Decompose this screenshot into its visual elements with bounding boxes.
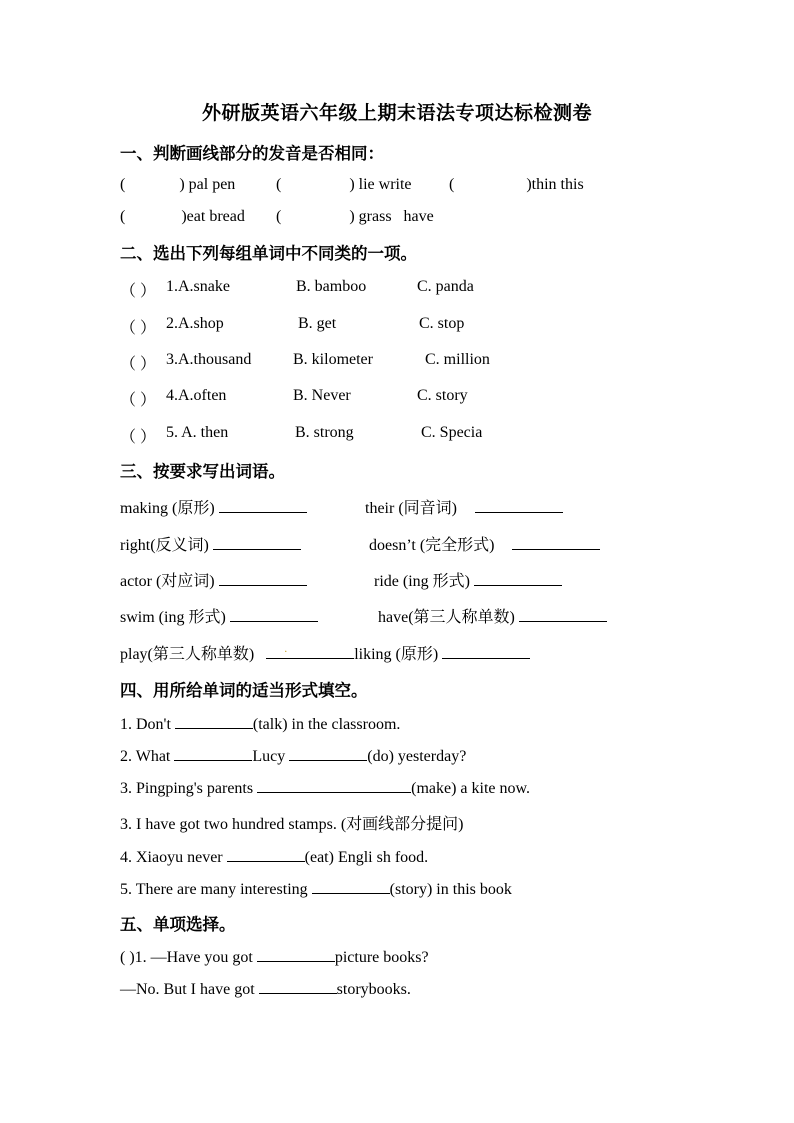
option-b: B. bamboo <box>296 278 367 295</box>
s2-item-5 <box>120 424 156 447</box>
s3-item <box>369 532 600 555</box>
paren-close: ) <box>349 208 355 225</box>
s2-item-4 <box>120 387 156 410</box>
answer-blank[interactable] <box>512 534 600 550</box>
word: write <box>378 176 412 193</box>
s2-item-3 <box>120 351 156 374</box>
sentence-text: 1. Don't <box>120 716 175 733</box>
section-1-heading: 一、判断画线部分的发音是否相同： <box>120 144 384 163</box>
s1-item-3 <box>449 176 584 194</box>
answer-blank[interactable] <box>213 534 301 550</box>
prompt: right(反义词) <box>120 537 209 554</box>
option-a: 5. A. then <box>166 424 229 441</box>
mark-dot: . <box>284 641 288 655</box>
option-b: B. kilometer <box>293 351 373 368</box>
page-title: 外研版英语六年级上期末语法专项达标检测卷 <box>201 103 592 124</box>
answer-bracket: （ ） <box>120 429 157 446</box>
sentence-text: 4. Xiaoyu never <box>120 849 227 866</box>
paren-open: ( <box>120 208 126 225</box>
option-b: B. strong <box>295 424 354 441</box>
sentence-text: (story) in this book <box>389 881 512 898</box>
section-2-heading: 二、选出下列每组单词中不同类的一项。 <box>120 244 417 263</box>
option-c: C. Specia <box>421 424 483 441</box>
prompt: have(第三人称单数) <box>378 609 515 626</box>
prompt: doesn’t (完全形式) <box>369 537 495 554</box>
option-b: B. get <box>298 315 337 332</box>
s2-item-2 <box>120 315 156 338</box>
s4-item-4: 3. I have got two hundred stamps. (对画线部分提问) <box>120 816 464 833</box>
sentence-text: Lucy <box>252 748 290 765</box>
s1-item-1 <box>120 176 235 194</box>
answer-blank[interactable] <box>257 946 335 962</box>
word: have <box>403 208 434 225</box>
paren-open: ( <box>449 176 455 193</box>
option-a: 2.A.shop <box>166 315 224 332</box>
answer-blank[interactable] <box>174 745 252 761</box>
paren-open: ( <box>276 208 282 225</box>
paren-close: ) <box>179 176 185 193</box>
prompt: liking (原形) <box>354 646 439 663</box>
answer-blank[interactable] <box>227 846 305 862</box>
prompt: making (原形) <box>120 500 215 517</box>
option-b: B. Never <box>293 387 351 404</box>
option-a: 4.A.often <box>166 387 227 404</box>
prompt: their (同音词) <box>365 500 457 517</box>
answer-blank[interactable] <box>219 497 307 513</box>
s4-item-5 <box>120 846 428 867</box>
answer-blank[interactable] <box>257 777 411 793</box>
word: this <box>560 176 584 193</box>
answer-blank[interactable] <box>230 606 318 622</box>
s3-item <box>120 604 318 627</box>
paren-open: ( <box>276 176 282 193</box>
answer-blank[interactable] <box>519 606 607 622</box>
answer-bracket: （ ） <box>120 356 157 373</box>
section-4-heading: 四、用所给单词的适当形式填空。 <box>120 681 368 700</box>
word: grass <box>358 208 392 225</box>
prompt: play(第三人称单数) <box>120 646 255 663</box>
prompt: ride (ing 形式) <box>374 573 470 590</box>
word: eat <box>186 208 206 225</box>
s1-item-2 <box>276 176 412 194</box>
s3-item <box>374 568 562 591</box>
s4-item-1 <box>120 713 400 734</box>
word: lie <box>358 176 375 193</box>
sentence-text: 3. Pingping's parents <box>120 780 258 797</box>
sentence-text: (do) yesterday? <box>367 748 467 765</box>
option-a: 1.A.snake <box>166 278 230 295</box>
s2-item-1 <box>120 278 156 301</box>
answer-blank[interactable] <box>219 570 307 586</box>
answer-bracket: （ ） <box>120 392 157 409</box>
word: thin <box>531 176 557 193</box>
prompt: actor (对应词) <box>120 573 215 590</box>
answer-blank[interactable] <box>175 713 253 729</box>
s4-item-2 <box>120 745 466 766</box>
option-a: 3.A.thousand <box>166 351 252 368</box>
answer-blank[interactable] <box>312 878 390 894</box>
answer-blank[interactable] <box>474 570 562 586</box>
sentence-text: storybooks. <box>336 981 411 998</box>
section-3-heading: 三、按要求写出词语。 <box>120 462 285 481</box>
word: pen <box>212 176 236 193</box>
s3-item <box>120 495 307 518</box>
s1-item-5 <box>276 208 434 226</box>
answer-blank[interactable] <box>289 745 367 761</box>
answer-blank[interactable] <box>442 643 530 659</box>
s3-item <box>365 495 563 518</box>
sentence-text: (eat) Engli sh food. <box>304 849 429 866</box>
answer-blank[interactable] <box>266 643 354 659</box>
sentence-text: (talk) in the classroom. <box>252 716 401 733</box>
s3-item <box>120 641 530 664</box>
s4-item-3 <box>120 777 530 798</box>
s3-item <box>120 532 301 555</box>
option-c: C. stop <box>419 315 465 332</box>
word: pal <box>188 176 209 193</box>
s3-item <box>120 568 307 591</box>
answer-bracket: （ ） <box>120 320 157 337</box>
section-5-heading: 五、单项选择。 <box>120 915 236 934</box>
option-c: C. panda <box>417 278 474 295</box>
option-c: C. million <box>425 351 490 368</box>
paren-open: ( <box>120 176 126 193</box>
option-c: C. story <box>417 387 468 404</box>
word: bread <box>209 208 245 225</box>
prompt: swim (ing 形式) <box>120 609 226 626</box>
s1-item-4 <box>120 208 245 226</box>
sentence-text: picture books? <box>334 949 429 966</box>
sentence-text: —No. But I have got <box>120 981 259 998</box>
paren-close: ) <box>349 176 355 193</box>
s4-item-6 <box>120 878 512 899</box>
answer-blank[interactable] <box>475 497 563 513</box>
s5-item-1-reply <box>120 978 411 999</box>
paren-close: ) <box>181 208 187 225</box>
s5-item-1 <box>120 946 429 967</box>
answer-bracket: （ ） <box>120 283 157 300</box>
answer-blank[interactable] <box>259 978 337 994</box>
s3-item <box>378 604 607 627</box>
sentence-text: ( )1. —Have you got <box>120 949 257 966</box>
sentence-text: 2. What <box>120 748 175 765</box>
sentence-text: 5. There are many interesting <box>120 881 312 898</box>
paren-close: ) <box>526 176 532 193</box>
sentence-text: (make) a kite now. <box>411 780 531 797</box>
